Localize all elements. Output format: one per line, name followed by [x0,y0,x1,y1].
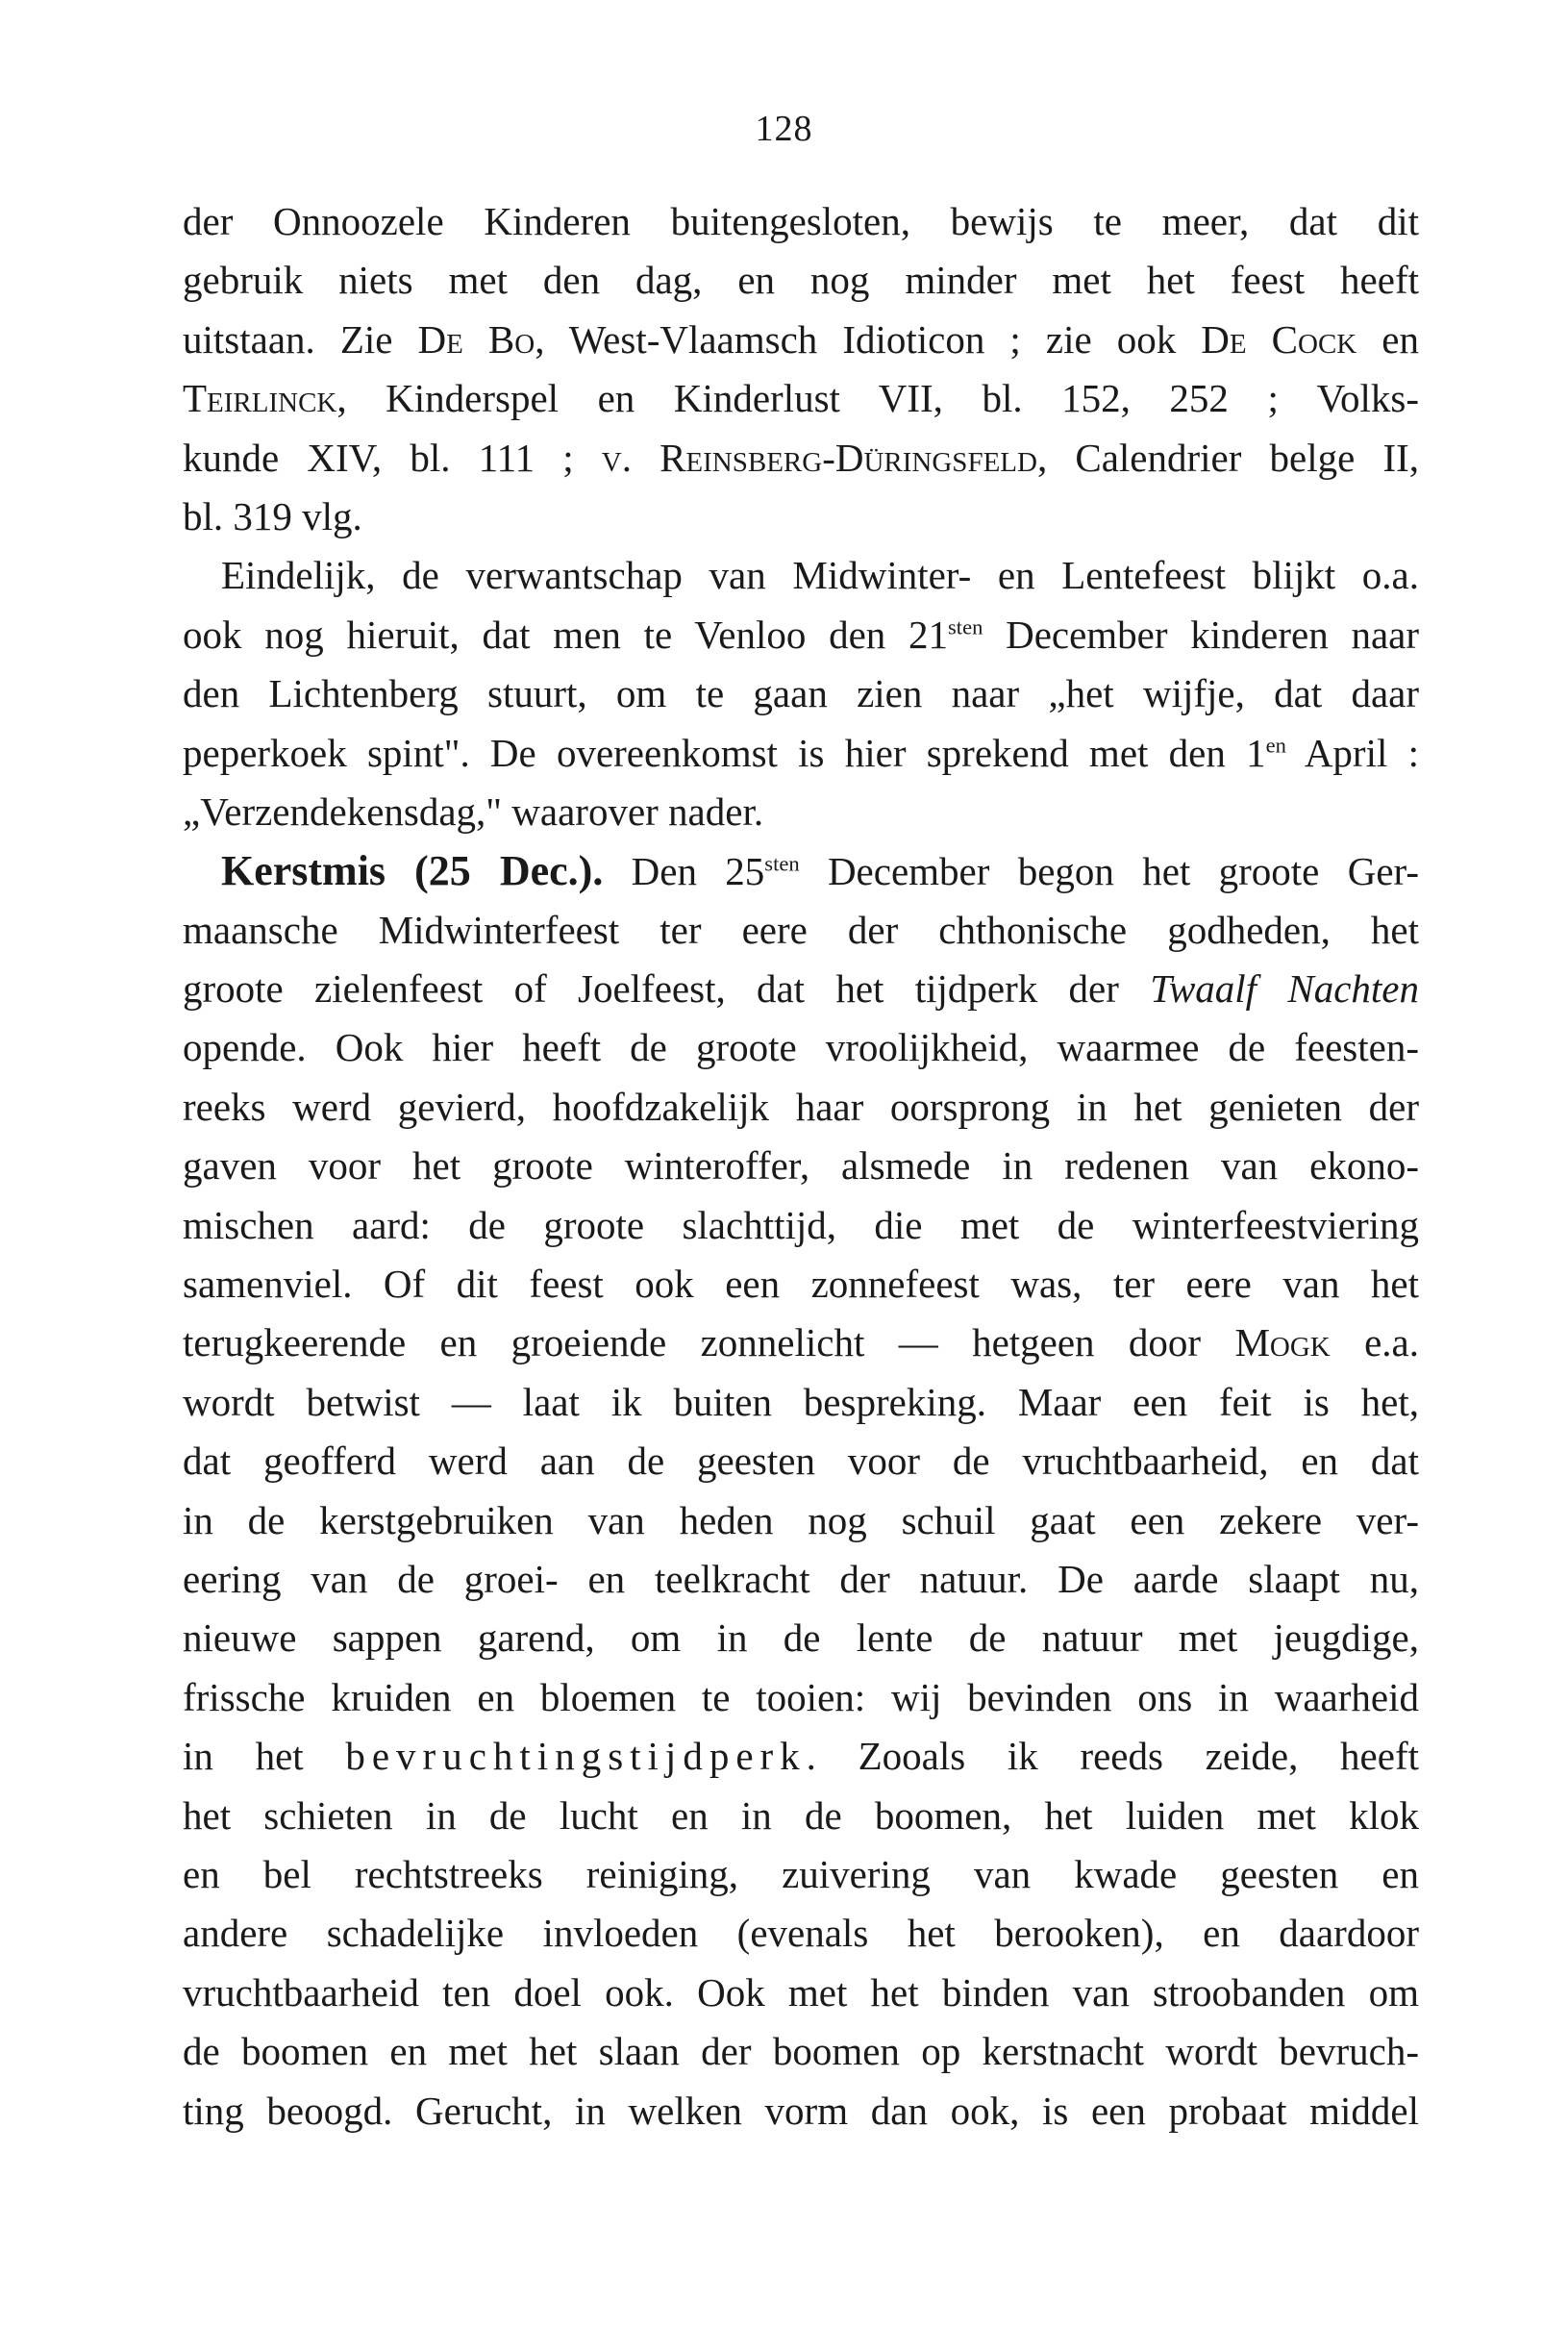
text-segment: der Onnoozele Kinderen buitengesloten, bewijs te meer, dat dit [183,199,1419,243]
text-segment: bevruchtingstijdperk [345,1734,807,1779]
text-segment: maansche Midwinterfeest ter eere der chthonische godheden, het [183,907,1419,952]
section-heading: Kerstmis (25 Dec.). [221,847,604,895]
text-line [183,546,1419,605]
text-segment: en bel rechtstreeks reiniging, zuivering van kwade geesten en [183,1851,1419,1896]
text-segment: nieuwe sappen garend, om in de lente de natuur met jeugdige, [183,1615,1419,1661]
text-segment: , Kinderspel en Kinderlust VII, bl. 152, 252 ; Volks- [336,376,1419,421]
text-line [183,1196,1419,1255]
text-segment: Teirlinck [183,376,337,421]
text-segment: ting beoogd. Gerucht, in welken vorm dan ook, is een probaat middel [183,2088,1419,2133]
text-line [183,606,1419,664]
text-line [183,724,1419,783]
text-segment: opende. Ook hier heeft de groote vroolijkheid, waarmee de feesten- [183,1025,1419,1070]
text-segment: mischen aard: de groote slachttijd, die met de winterfeestviering [183,1202,1419,1247]
text-line [183,2082,1419,2140]
text-line [183,1609,1419,1667]
text-segment: wordt betwist — laat ik buiten bespreking. Maar een feit is het, [183,1379,1419,1424]
text-line [183,2022,1419,2081]
text-segment: ook nog hieruit, dat men te Venloo den 21 [183,612,949,657]
text-line [183,1904,1419,1963]
text-segment: uitstaan. Zie [183,316,418,362]
text-segment: en [1265,732,1286,757]
text-segment: Den 25 [603,849,765,894]
text-line [183,1137,1419,1195]
text-segment: sten [948,614,983,639]
text-line [183,1314,1419,1372]
text-segment: Eindelijk, de verwantschap van Midwinter- en Lentefeest blijkt o.a. [221,553,1419,598]
text-segment: frissche kruiden en bloemen te tooien: wij bevinden ons in waarheid [183,1674,1419,1719]
text-segment: gaven voor het groote winteroffer, alsmede in redenen van ekono- [183,1143,1419,1189]
text-segment: December begon het groote Ger- [799,849,1419,894]
text-segment: dat geofferd werd aan de geesten voor de vruchtbaarheid, en dat [183,1439,1419,1484]
text-segment: „Verzendekensdag," waarover nader. [183,789,764,834]
text-segment: . Zooals ik reeds zeide, heeft [806,1734,1419,1779]
text-line [183,488,1419,546]
body-text [183,192,1419,2140]
text-segment: het schieten in de lucht en in de boomen, het luiden met klok [183,1792,1419,1838]
text-line [183,369,1419,428]
text-segment: kunde XIV, bl. 111 ; [183,435,602,480]
text-segment: Mogk [1234,1320,1331,1365]
text-line [183,1787,1419,1845]
text-line [183,311,1419,369]
text-line [183,1550,1419,1609]
text-segment: in het [183,1734,346,1779]
text-segment: eering van de groei- en teelkracht der natuur. De aarde slaapt nu, [183,1556,1419,1601]
page-number: 128 [755,109,813,149]
text-segment: v. Reinsberg-Düringsfeld [601,435,1037,480]
text-segment: bl. 319 vlg. [183,493,362,538]
text-line [183,1668,1419,1727]
text-line [183,783,1419,841]
text-line [183,960,1419,1018]
text-segment: groote zielenfeest of Joelfeest, dat het tijdperk der [183,966,1151,1012]
text-segment: gebruik niets met den dag, en nog minder met het feest heeft [183,258,1419,303]
text-line [183,1255,1419,1314]
text-segment: reeks werd gevierd, hoofdzakelijk haar oorsprong in het genieten der [183,1084,1419,1129]
text-line [183,1727,1419,1786]
text-segment: sten [764,851,800,876]
text-line [183,1018,1419,1077]
text-segment: April : [1285,730,1419,775]
text-segment: e.a. [1330,1320,1419,1365]
text-line [183,664,1419,723]
text-segment: en [1356,316,1419,362]
text-segment: in de kerstgebruiken van heden nog schuil gaat een zekere ver- [183,1497,1419,1542]
text-segment: , West-Vlaamsch Idioticon ; zie ook [535,316,1202,362]
text-segment: de boomen en met het slaan der boomen op kerstnacht wordt bevruch- [183,2029,1419,2074]
text-line [183,429,1419,488]
text-line [183,841,1419,900]
text-line [183,192,1419,251]
text-line [183,1845,1419,1904]
text-line [183,1491,1419,1550]
text-segment: samenviel. Of dit feest ook een zonnefeest was, ter eere van het [183,1262,1419,1307]
text-line [183,901,1419,960]
text-segment: vruchtbaarheid ten doel ook. Ook met het binden van stroobanden om [183,1969,1419,2015]
text-segment: De Bo [417,316,535,362]
text-segment: peperkoek spint". De overeenkomst is hier sprekend met den 1 [183,730,1266,775]
text-segment: , Calendrier belge II, [1036,435,1420,480]
text-segment: December kinderen naar [983,612,1419,657]
text-line [183,1964,1419,2022]
text-line [183,251,1419,310]
text-line [183,1078,1419,1137]
text-segment: Twaalf Nachten [1150,966,1419,1012]
text-line [183,1373,1419,1432]
text-line [183,1432,1419,1490]
text-segment: den Lichtenberg stuurt, om te gaan zien naar „het wijfje, dat daar [183,671,1419,716]
text-segment: De Cock [1201,316,1357,362]
text-segment: terugkeerende en groeiende zonnelicht — hetgeen door [183,1320,1235,1365]
text-segment: andere schadelijke invloeden (evenals het berooken), en daardoor [183,1911,1419,1956]
